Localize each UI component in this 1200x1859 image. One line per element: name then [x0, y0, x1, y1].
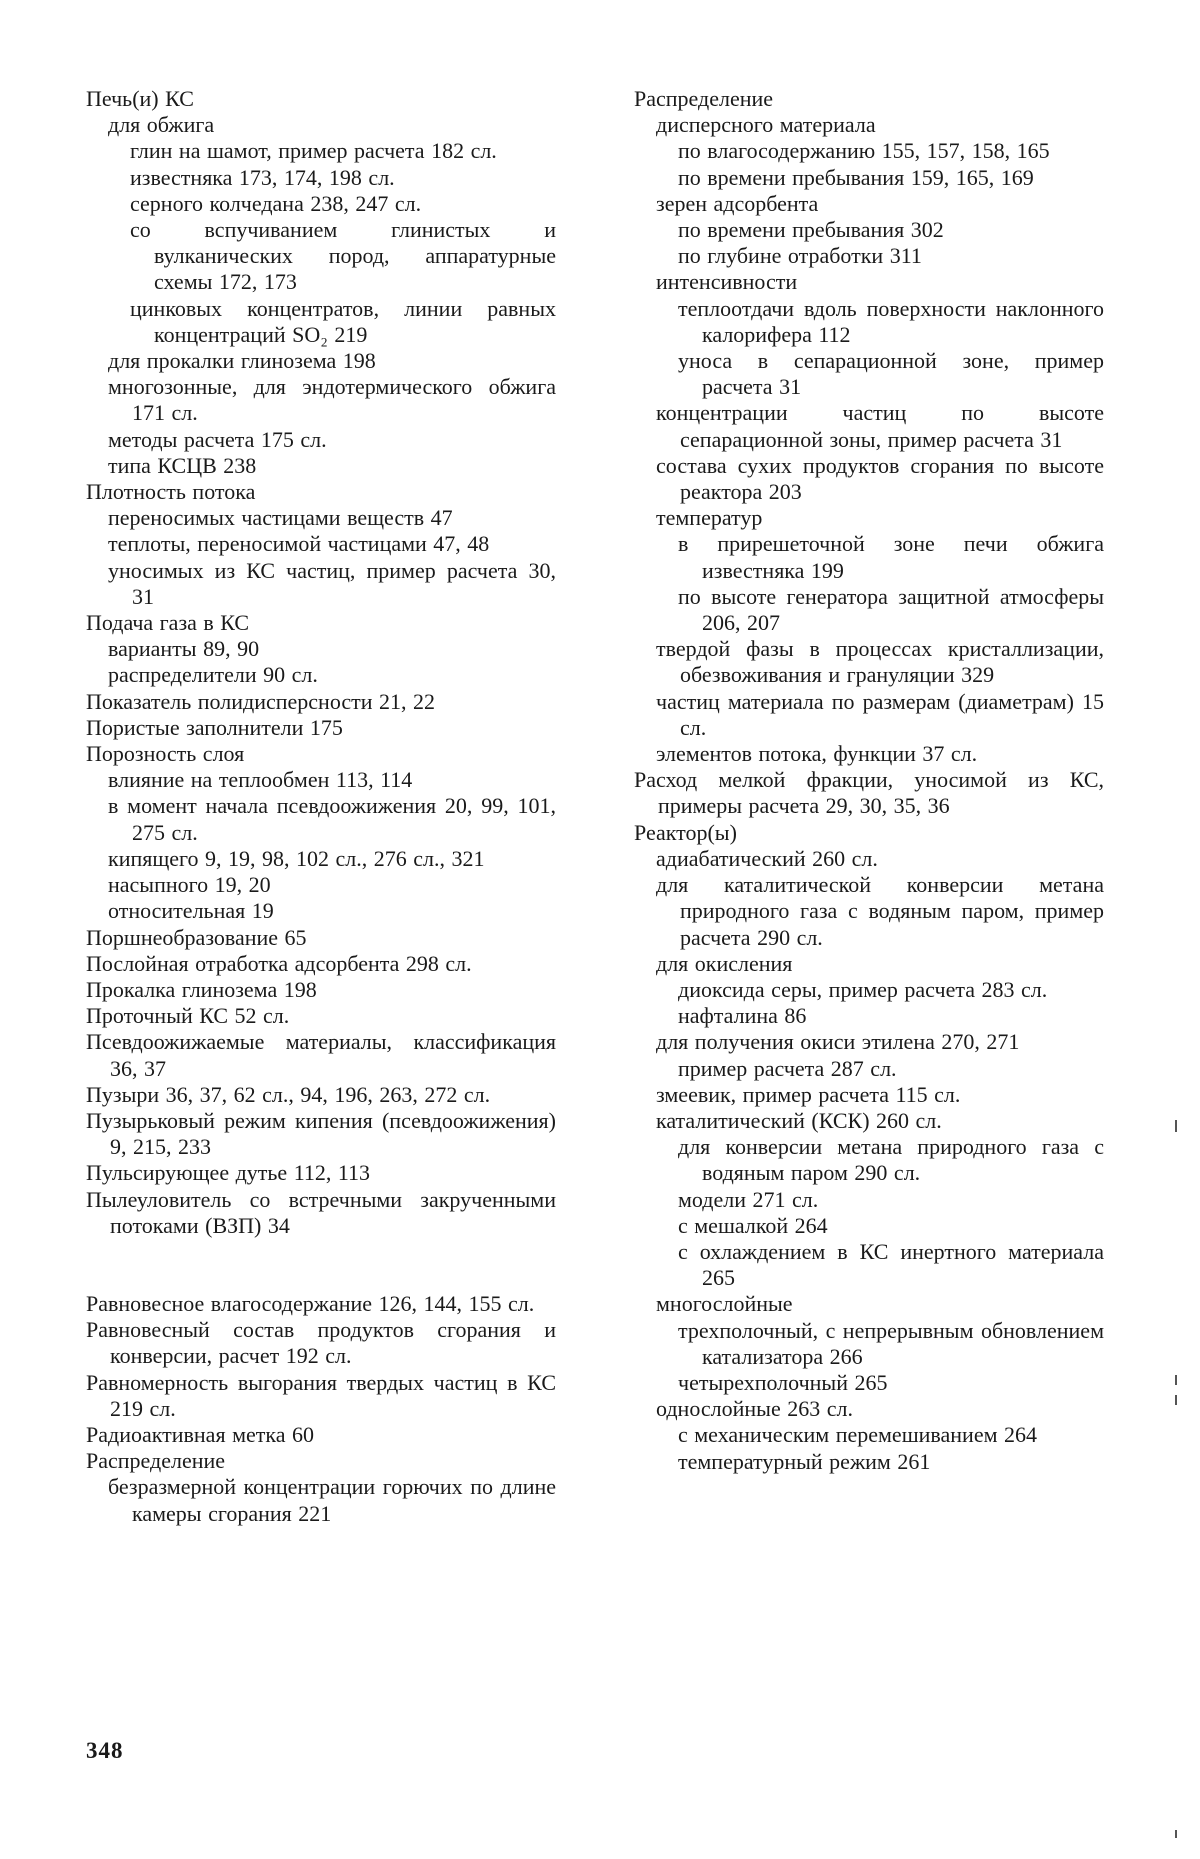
- index-subentry: в момент начала псевдоожижения 20, 99, 101, 275 сл.: [108, 793, 556, 845]
- index-subentry: элементов потока, функции 37 сл.: [656, 741, 978, 767]
- index-subentry: трехполочный, с непрерывным обновлением катализатора 266: [678, 1317, 1104, 1369]
- scan-edge-mark: [1175, 1830, 1177, 1838]
- index-subentry: с мешалкой 264: [678, 1212, 828, 1238]
- index-subentry: с механическим перемешиванием 264: [678, 1422, 1038, 1448]
- index-subentry: насыпного 19, 20: [108, 872, 271, 898]
- index-subentry: глин на шамот, пример расчета 182 сл.: [130, 138, 497, 164]
- index-heading: Подача газа в КС: [86, 610, 250, 636]
- index-heading: Пузырьковый режим кипения (псевдоожижения) 9, 215, 233: [86, 1107, 556, 1160]
- index-subentry: для обжига: [108, 112, 215, 138]
- index-subentry: по времени пребывания 159, 165, 169: [678, 164, 1034, 190]
- index-subentry: диоксида серы, пример расчета 283 сл.: [678, 976, 1048, 1002]
- index-subentry: известняка 173, 174, 198 сл.: [130, 164, 395, 190]
- index-subentry: дисперсного материала: [656, 112, 876, 138]
- index-subentry: для каталитической конверсии метана природного газа с водяным паром, пример расчета 290 сл.: [656, 872, 1104, 950]
- section-gap: [86, 1239, 556, 1291]
- index-subentry: безразмерной концентрации горючих по длине камеры сгорания 221: [108, 1474, 556, 1526]
- index-subentry: теплоты, переносимой частицами 47, 48: [108, 531, 490, 557]
- index-subentry: цинковых концентратов, линии равных концентраций SO₂ 219: [130, 295, 556, 347]
- index-subentry: твердой фазы в процессах кристаллизации, обезвоживания и грануляции 329: [656, 636, 1104, 688]
- index-heading: Расход мелкой фракции, уносимой из КС, примеры расчета 29, 30, 35, 36: [634, 767, 1104, 819]
- index-subentry: для окисления: [656, 950, 793, 976]
- index-subentry: пример расчета 287 сл.: [678, 1055, 897, 1081]
- index-heading: Показатель полидисперсности 21, 22: [86, 688, 436, 714]
- index-subentry: распределители 90 сл.: [108, 662, 318, 688]
- index-subentry: каталитический (КСК) 260 сл.: [656, 1107, 942, 1133]
- index-column-left: [86, 86, 556, 1527]
- index-subentry: нафталина 86: [678, 1003, 807, 1029]
- index-heading: Прокалка глинозема 198: [86, 976, 317, 1002]
- index-subentry: по времени пребывания 302: [678, 217, 944, 243]
- index-column-right: [634, 86, 1104, 1475]
- index-subentry: влияние на теплообмен 113, 114: [108, 767, 413, 793]
- index-subentry: по влагосодержанию 155, 157, 158, 165: [678, 138, 1050, 164]
- index-heading: Равновесное влагосодержание 126, 144, 155 сл.: [86, 1290, 535, 1316]
- index-subentry: варианты 89, 90: [108, 636, 260, 662]
- index-subentry: теплоотдачи вдоль поверхности наклонного калорифера 112: [678, 295, 1104, 347]
- index-heading: Распределение: [634, 86, 774, 111]
- index-subentry: кипящего 9, 19, 98, 102 сл., 276 сл., 321: [108, 845, 485, 871]
- index-heading: Псевдоожижаемые материалы, классификация 36, 37: [86, 1029, 556, 1081]
- index-subentry: интенсивности: [656, 269, 798, 295]
- index-subentry: частиц материала по размерам (диаметрам) 15 сл.: [656, 688, 1104, 740]
- index-heading: Проточный КС 52 сл.: [86, 1003, 290, 1029]
- index-subentry: змеевик, пример расчета 115 сл.: [656, 1081, 961, 1107]
- index-heading: Пульсирующее дутье 112, 113: [86, 1160, 371, 1186]
- index-subentry: модели 271 сл.: [678, 1186, 819, 1212]
- index-subentry: адиабатический 260 сл.: [656, 845, 878, 871]
- index-heading: Пузыри 36, 37, 62 сл., 94, 196, 263, 272 сл.: [86, 1081, 491, 1107]
- index-subentry: концентрации частиц по высоте сепарационной зоны, пример расчета 31: [656, 400, 1104, 452]
- index-subentry: по высоте генератора защитной атмосферы 206, 207: [678, 583, 1104, 636]
- index-heading: Равномерность выгорания твердых частиц в КС 219 сл.: [86, 1369, 556, 1421]
- index-subentry: многозонные, для эндотермического обжига 171 сл.: [108, 374, 556, 426]
- index-heading: Плотность потока: [86, 479, 256, 505]
- scan-edge-mark: [1175, 1395, 1177, 1405]
- scan-edge-mark: [1175, 1375, 1177, 1385]
- index-subentry: температур: [656, 505, 763, 531]
- index-heading: Пористые заполнители 175: [86, 714, 343, 740]
- index-subentry: методы расчета 175 сл.: [108, 426, 327, 452]
- index-subentry: четырехполочный 265: [678, 1369, 888, 1395]
- index-heading: Послойная отработка адсорбента 298 сл.: [86, 950, 472, 976]
- index-heading: Поршнеобразование 65: [86, 924, 307, 950]
- index-subentry: относительная 19: [108, 898, 274, 924]
- index-subentry: серного колчедана 238, 247 сл.: [130, 190, 422, 216]
- index-heading: Печь(и) КС: [86, 86, 194, 111]
- index-subentry: с охлаждением в КС инертного материала 265: [678, 1238, 1104, 1291]
- index-subentry: зерен адсорбента: [656, 190, 819, 216]
- index-heading: Пылеуловитель со встречными закрученными потоками (ВЗП) 34: [86, 1186, 556, 1238]
- index-subentry: со вспучиванием глинистых и вулканических пород, аппаратурные схемы 172, 173: [130, 217, 556, 295]
- index-subentry: уносимых из КС частиц, пример расчета 30, 31: [108, 557, 556, 609]
- index-subentry: переносимых частицами веществ 47: [108, 505, 453, 531]
- index-subentry: уноса в сепарационной зоне, пример расчета 31: [678, 348, 1104, 400]
- index-subentry: в прирешеточной зоне печи обжига известняка 199: [678, 531, 1104, 583]
- index-subentry: многослойные: [656, 1291, 793, 1317]
- index-heading: Реактор(ы): [634, 819, 737, 845]
- index-subentry: однослойные 263 сл.: [656, 1396, 853, 1422]
- index-heading: Порозность слоя: [86, 741, 245, 767]
- page-number: 348: [86, 1738, 124, 1763]
- index-subentry: для получения окиси этилена 270, 271: [656, 1029, 1020, 1055]
- index-subentry: для прокалки глинозема 198: [108, 348, 376, 374]
- index-subentry: температурный режим 261: [678, 1448, 931, 1474]
- index-heading: Радиоактивная метка 60: [86, 1421, 314, 1447]
- index-subentry: типа КСЦВ 238: [108, 452, 257, 478]
- index-heading: Распределение: [86, 1448, 226, 1474]
- index-heading: Равновесный состав продуктов сгорания и конверсии, расчет 192 сл.: [86, 1317, 556, 1369]
- index-subentry: для конверсии метана природного газа с водяным паром 290 сл.: [678, 1134, 1104, 1186]
- index-subentry: состава сухих продуктов сгорания по высоте реактора 203: [656, 452, 1104, 505]
- index-subentry: по глубине отработки 311: [678, 243, 922, 269]
- scan-edge-mark: [1175, 1120, 1177, 1132]
